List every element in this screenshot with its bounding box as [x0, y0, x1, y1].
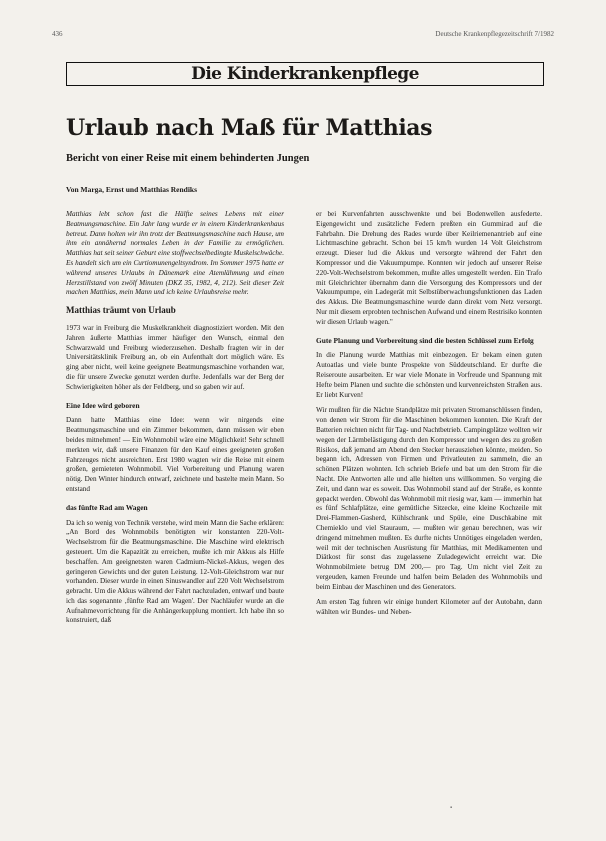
subheading: das fünfte Rad am Wagen — [66, 502, 148, 512]
page-number: 436 — [52, 30, 63, 38]
subheading: Eine Idee wird geboren — [66, 400, 140, 410]
body-paragraph: 1973 war in Freiburg die Muskelkrankheit diagnostiziert worden. Mit den Jahren äußerte Matthias immer häufiger den Wunsch, einmal den Schwarzwald und Freiburg wiederzusehen. Deshalb fragten wir in der Universitätsklinik Freiburg an, ob ein Aufenthalt dort möglich wäre. Es ging aber nicht, weil keine geeignete Beatmungsmaschine vorhanden war, die für unsere Zwecke genutzt werden durfte. Jedenfalls war der Berg der Schwierigkeiten höher als der Feldberg, und so gaben wir auf. — [66, 323, 284, 391]
subheading: Gute Planung und Vorbereitung sind die besten Schlüssel zum Erfolg — [316, 335, 534, 345]
body-paragraph: Dann hatte Matthias eine Idee: wenn wir nirgends eine Beatmungsmaschine und ein Zimmer bekommen, dann müssen wir eben beides mitnehmen! — Ein Wohnmobil wäre eine Möglichkeit! Sehr schnell merkten wir, daß unsere Finanzen für den Kauf eines geeigneten großen Fahrzeuges nicht ausreichten. Erst 1980 wagten wir die Reise mit einem großen, gemieteten Wohnmobil. Viel Vorbereitung und Planung waren nötig. Den Winter hindurch entwarf, zeichnete und bastelte mein Mann. So entstand — [66, 416, 284, 493]
section-banner — [66, 62, 544, 86]
body-paragraph: Am ersten Tag fuhren wir einige hundert Kilometer auf der Autobahn, dann wählten wir Bundes- und Neben- — [316, 598, 542, 617]
body-paragraph: Wir mußten für die Nächte Standplätze mit privaten Stromanschlüssen finden, von denen wir Strom für die Maschinen bekommen konnten. Die Kraft der Batterien reichten nicht für Tag- und Nachtbetrieb. Campingplätze wollten wir wegen der Lärmbelästigung durch den Kompressor und wegen des zu großen Risikos, daß jemand am Abend den Stecker herausziehen könnte, meiden. So begann ich, Adressen von Firmen und Privatleuten zu sammeln, die an schönen Plätzen wohnten. Ich schrieb Briefe und bat um den Strom für die Nacht. Die Antworten alle und alle hielten uns willkommen. So verging die Zeit, und dann war es soweit. Das Wohnmobil stand auf der Straße, es konnte gepackt werden. Obwohl das Wohnmobil mit riesig war, kam — immerhin hat es fünf Schlafplätze, eine gemütliche Sitzecke, eine kleine Kochzeile mit Drei-Flammen-Gasherd, Kühlschrank und Spüle, eine Duschkabine mit Chemieklo und viel Stauraum, — mußten wir genau berechnen, was wir dringend mitnehmen mußten. Es durfte nichts Unnötiges eingeladen werden, weil mit der technischen Ausrüstung für Matthias, mit Medikamenten und Diätkost für sonst das zugelassene Zuladegewicht erreicht war. Die Wohnmobilmiete betrug DM 200,— pro Tag. Um nicht viel Zeit zu vergeuden, kamen Freunde und halfen beim Beladen des Wohnmobils und beim Einbau der Maschinen und des Generators. — [316, 406, 542, 591]
body-paragraph: In die Planung wurde Matthias mit einbezogen. Er bekam einen guten Autoatlas und viele bunte Prospekte von Süddeutschland. Er durfte die Reiseroute ausarbeiten. Er war viele Monate in Vorfreude und Spannung mit Hefte beim Planen und suchte die schönsten und kurvenreichsten Straßen aus. Er liebt Kurven! — [316, 351, 542, 399]
article-subtitle: Bericht von einer Reise mit einem behinderten Jungen — [66, 153, 310, 164]
left-column — [66, 210, 284, 632]
body-paragraph: er bei Kurvenfahrten ausschwenkte und bei Bodenwellen ausfederte. Eigengewicht und zusätzliche Federn preßten ein Gummirad auf die Fahrbahn. Die Drehung des Rades wurde über Keilriemenantrieb auf eine Lichtmaschine gebracht. Schon bei 15 km/h wurden 14 Volt Gleichstrom erzeugt. Dieser lud die Akkus und versorgte während der Fahrt den Kompressor und die Vakuumpumpe. Konnten wir jedoch auf unserer Reise 220-Volt-Wechselstrom bekommen, mußte alles umgestellt werden. Ein Trafo mit Gleichrichter übernahm dann die Versorgung des Kompressors und der Vakuumpumpe, ein Ladegerät mit Selbstüberwachungsfunktionen das Laden des Akkus. Die Beatmungsmaschine wurde dann direkt vom Netz versorgt. Nur mit diesem erprobten technischen Aufwand und einem Restrisiko konnten wir diesen Urlaub wagen." — [316, 210, 542, 326]
right-column — [316, 210, 542, 624]
intro-paragraph: Matthias lebt schon fast die Hälfte seines Lebens mit einer Beatmungsmaschine. Ein Jahr lang wurde er in einem Kinderkrankenhaus betreut. Dann holten wir ihn trotz der Beatmungsmaschine nach Hause, um ihm ein annähernd normales Leben in der Familie zu ermöglichen. Matthias hat seit seiner Geburt eine stoffwechselbedingte Muskelschwäche. Es handelt sich um ein Curtiomunengeltsyndrom. Im Sommer 1975 hatte er während unseres Urlaubs in Dänemark eine Atemlähmung und einen Herzstillstand von zwölf Minuten (DKZ 35, 1982, 4, 212). Seit dieser Zeit machen Matthias, mein Mann und ich keine Urlaubsreise mehr. — [66, 210, 284, 297]
scan-mark: ▪ — [450, 805, 453, 811]
section-label: Die Kinderkrankenpflege — [191, 64, 419, 84]
journal-title: Deutsche Krankenpflegezeitschrift 7/1982 — [435, 30, 554, 38]
body-paragraph: Da ich so wenig von Technik verstehe, wird mein Mann die Sache erklären: „An Bord des Wohnmobils benötigten wir konstanten 220-Volt-Wechselstrom für die Beatmungsmaschine. Die Maschine wird elektrisch gesteuert. Um die Kapazität zu erreichen, mußte ich mir Akkus als Hilfe beschaffen. Am geeignetsten waren Cadmium-Nickel-Akkus, wegen des geringeren Gewichts und der guten Leistung. 12-Volt-Gleichstrom war nur vorhanden. Dieser wurde in einen Sinuswandler auf 220 Volt Wechselstrom gebracht. Um die Akkus während der Fahrt nachzuladen, entwarf und baute ich das sogenannte ‚fünfte Rad am Wagen'. Der Nachläufer wurde an die Aufnahmevorrichtung für die Anhängerkupplung montiert. Ich habe ihn so konstruiert, daß — [66, 518, 284, 625]
section-heading: Matthias träumt von Urlaub — [66, 305, 176, 316]
article-title: Urlaub nach Maß für Matthias — [66, 115, 433, 141]
article-authors: Von Marga, Ernst und Matthias Rendiks — [66, 185, 197, 194]
